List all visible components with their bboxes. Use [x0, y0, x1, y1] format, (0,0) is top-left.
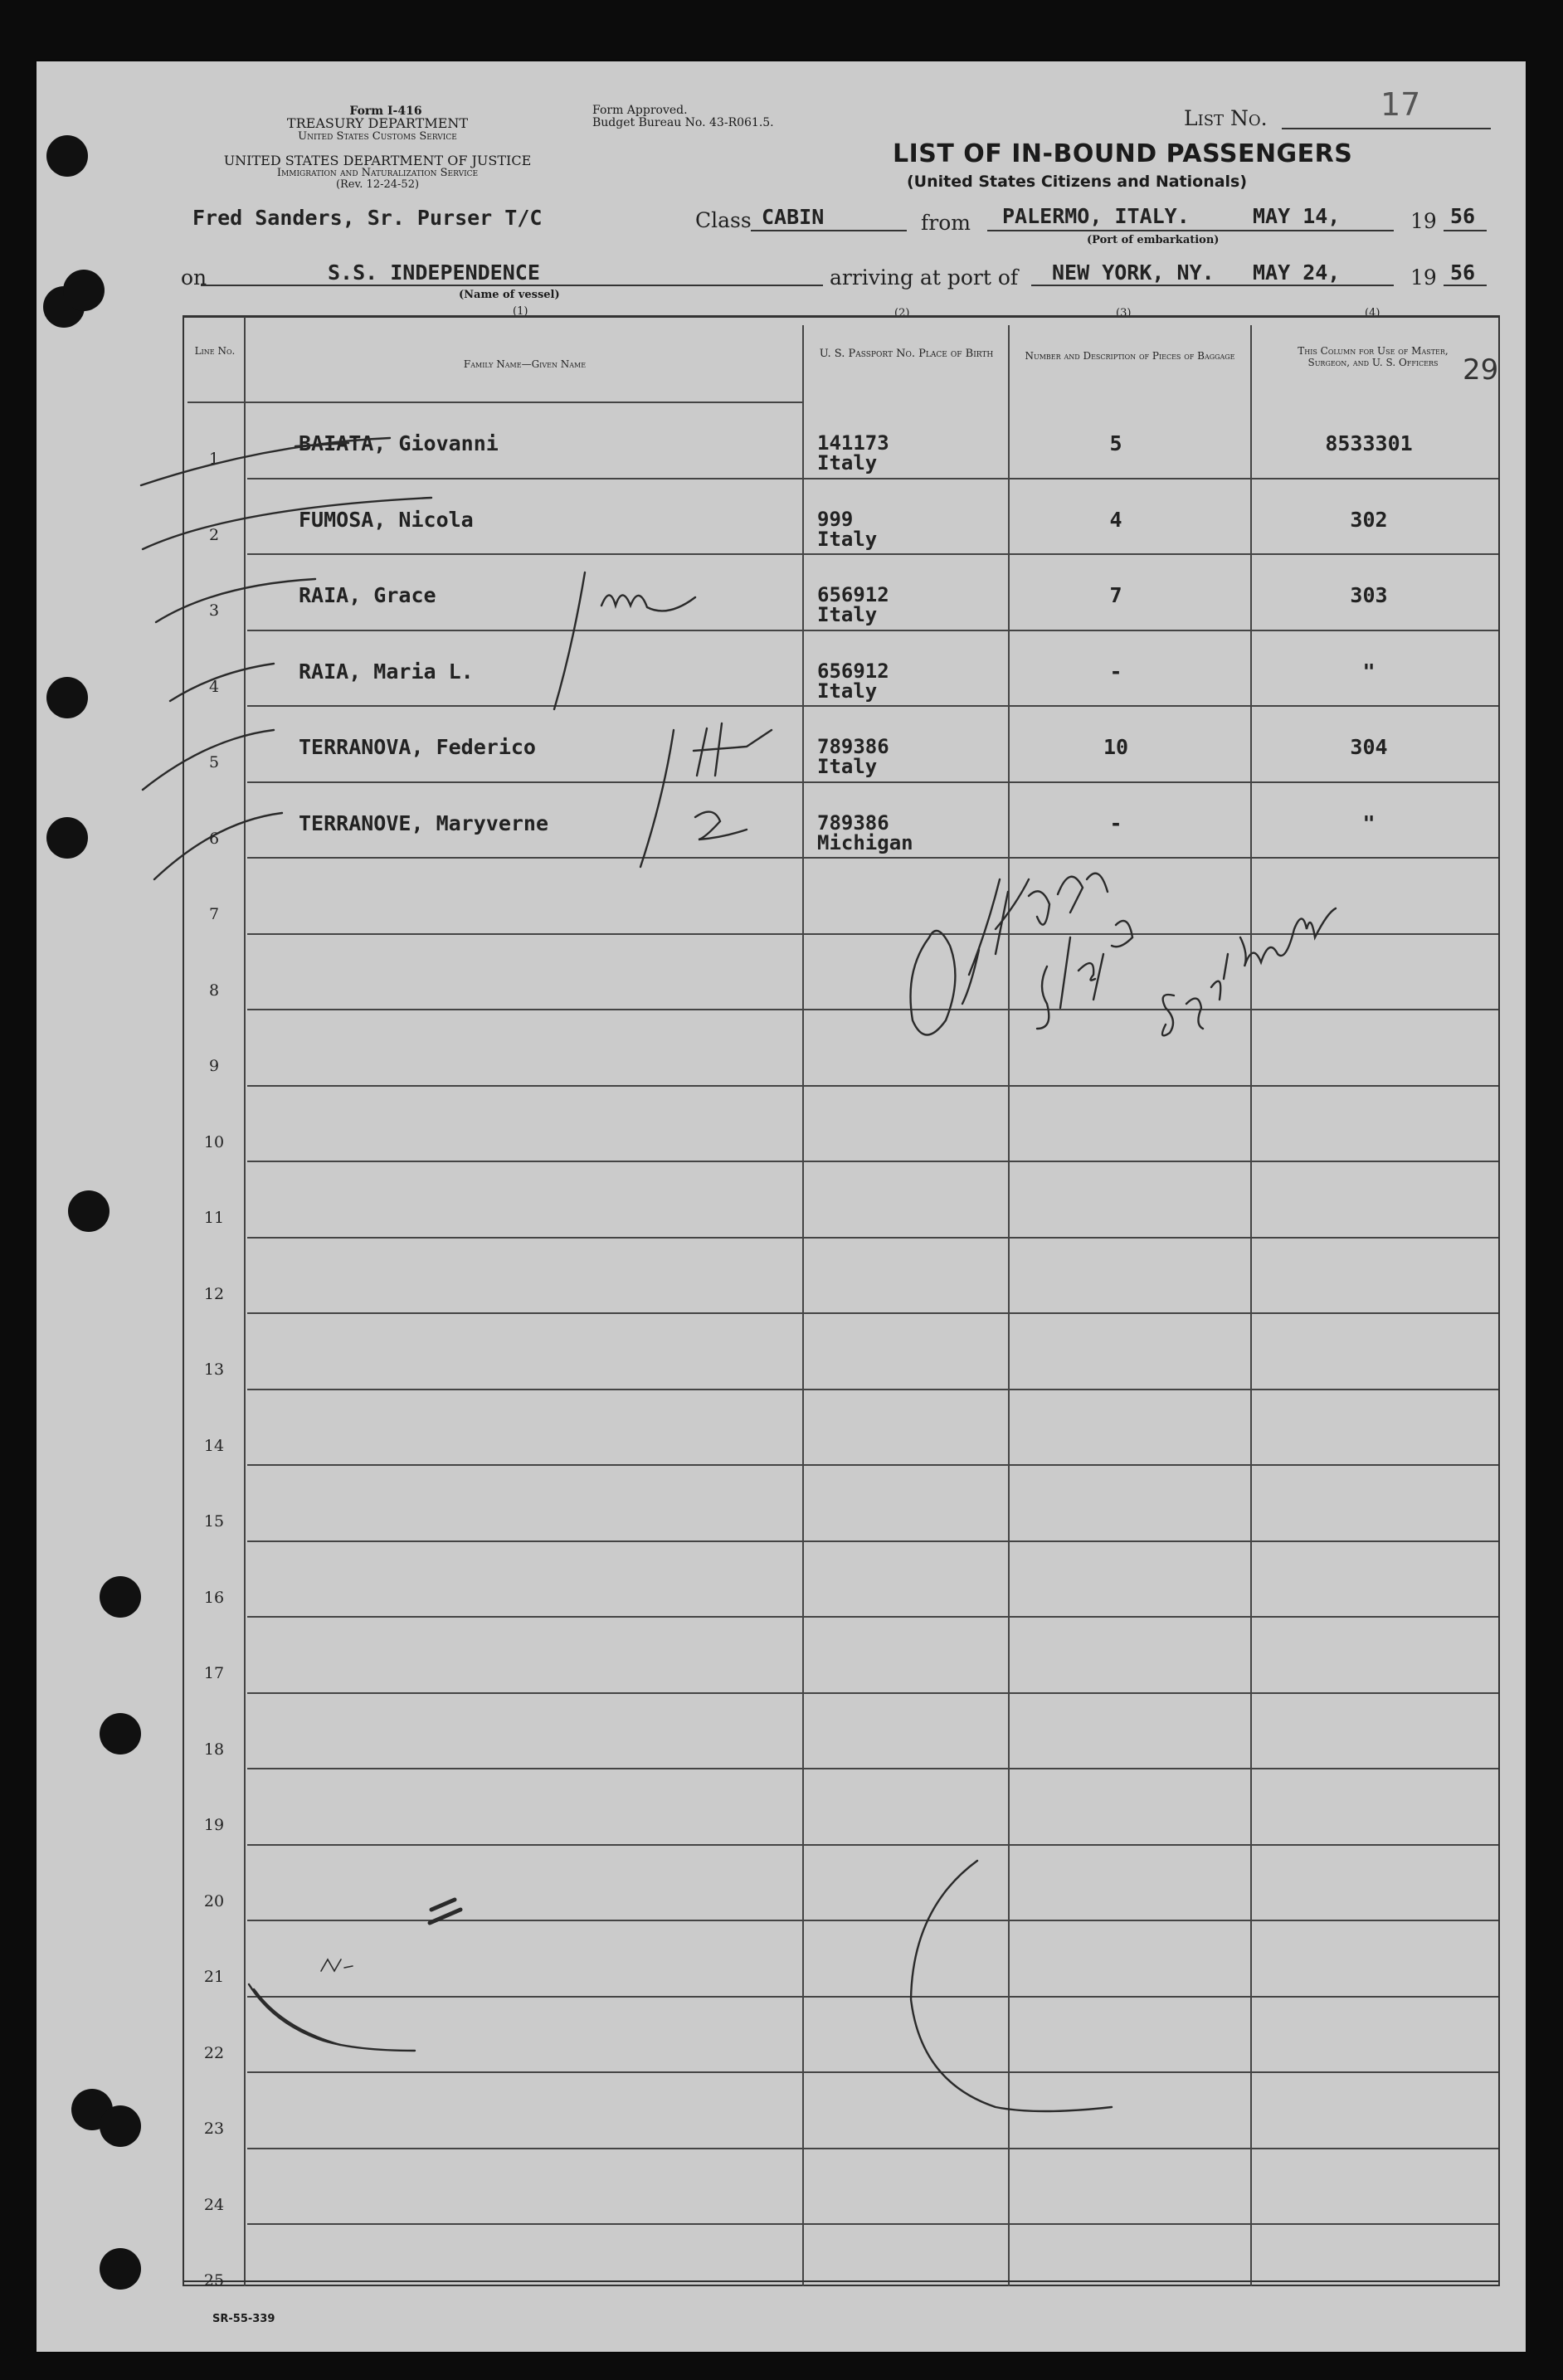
birthplace: Italy	[817, 528, 878, 551]
col-divider	[802, 325, 804, 2286]
col-header-name: Family Name—Given Name	[463, 358, 587, 370]
line-number: 5	[208, 753, 220, 771]
row-rule	[247, 1920, 1498, 1921]
row-rule	[247, 1768, 1498, 1769]
birthplace: Italy	[817, 679, 878, 703]
row-rule	[247, 2223, 1498, 2225]
row-rule	[247, 781, 1498, 783]
officer-number: 304	[1350, 735, 1388, 759]
row-rule	[247, 1616, 1498, 1618]
footer-code: SR-55-339	[212, 2313, 275, 2325]
col-header-line: Line No.	[194, 345, 236, 357]
depart-year: 56	[1450, 204, 1476, 228]
line-number: 12	[203, 1285, 225, 1303]
line-number: 4	[208, 678, 220, 696]
depart-year-prefix: 19	[1410, 209, 1437, 233]
arrival-year-underline	[1444, 285, 1487, 286]
passport-number: 789386	[817, 811, 889, 835]
col-header-passport: U. S. Passport No. Place of Birth	[819, 348, 994, 360]
from-label: from	[921, 211, 971, 235]
line-number: 19	[203, 1816, 225, 1834]
list-no-underline	[1282, 128, 1491, 129]
treasury-dept: TREASURY DEPARTMENT	[286, 115, 469, 131]
passenger-name: RAIA, Maria L.	[299, 659, 474, 684]
row-rule	[247, 1009, 1498, 1010]
passport-number: 789386	[817, 735, 889, 758]
line-number: 16	[203, 1589, 225, 1607]
line-number: 14	[203, 1437, 225, 1455]
punch-hole	[46, 135, 88, 177]
row-rule	[247, 857, 1498, 859]
line-number: 9	[208, 1057, 220, 1075]
passenger-name: TERRANOVA, Federico	[299, 735, 536, 759]
baggage-count: -	[1109, 659, 1122, 684]
birthplace: Italy	[817, 755, 878, 778]
passport-number: 999	[817, 508, 854, 531]
arrival-port: NEW YORK, NY.	[1052, 260, 1215, 285]
officer-number: 302	[1350, 508, 1388, 532]
line-number: 1	[208, 450, 220, 468]
row-rule	[247, 1312, 1498, 1314]
line-number: 3	[208, 601, 220, 620]
class-underline	[751, 230, 907, 231]
row-rule	[247, 1464, 1498, 1466]
birthplace: Michigan	[817, 831, 913, 854]
punch-hole	[68, 1190, 110, 1232]
line-number: 22	[203, 2044, 225, 2062]
line-number: 20	[203, 1892, 225, 1910]
year-underline	[1444, 230, 1487, 231]
punch-hole	[100, 2248, 141, 2290]
line-number: 15	[203, 1512, 225, 1531]
page-tally: 29	[1463, 353, 1499, 387]
arriving-label: arriving at port of	[830, 265, 1019, 290]
budget-bureau: Budget Bureau No. 43-R061.5.	[592, 116, 774, 129]
line-number: 7	[208, 905, 220, 923]
row-rule	[247, 553, 1498, 555]
row-rule	[247, 1237, 1498, 1239]
row-rule	[247, 1692, 1498, 1694]
punch-hole	[63, 270, 105, 311]
page-title: LIST OF IN-BOUND PASSENGERS	[893, 139, 1353, 168]
line-number: 25	[203, 2271, 225, 2290]
baggage-count: -	[1109, 811, 1122, 835]
passenger-name: FUMOSA, Nicola	[299, 508, 474, 532]
punch-hole	[100, 2105, 141, 2147]
line-number: 18	[203, 1740, 225, 1759]
line-number: 17	[203, 1664, 225, 1682]
birthplace: Italy	[817, 603, 878, 626]
passenger-name: TERRANOVE, Maryverne	[299, 811, 549, 835]
row-rule	[247, 1996, 1498, 1998]
arrival-year: 56	[1450, 260, 1476, 285]
list-no-label: List No.	[1184, 106, 1268, 130]
bottom-double-rule	[183, 2280, 1500, 2282]
ins-service: Immigration and Naturalization Service	[276, 167, 479, 179]
revision-date: (Rev. 12-24-52)	[335, 178, 420, 191]
on-label: on	[181, 265, 207, 290]
col-num-2: (2)	[894, 307, 910, 319]
line-number: 23	[203, 2120, 225, 2138]
line-number: 10	[203, 1133, 225, 1151]
justice-dept: UNITED STATES DEPARTMENT OF JUSTICE	[223, 153, 532, 168]
class-label: Class	[695, 208, 752, 232]
col-divider	[1250, 325, 1252, 2286]
row-rule	[247, 2148, 1498, 2149]
col-num-3: (3)	[1116, 307, 1132, 319]
purser-name: Fred Sanders, Sr. Purser T/C	[192, 206, 543, 230]
punch-hole	[100, 1576, 141, 1618]
officer-number: 303	[1350, 583, 1388, 607]
passenger-name: RAIA, Grace	[299, 583, 436, 607]
arrival-date: MAY 24,	[1253, 260, 1341, 285]
col-header-officers: This Column for Use of Master, Surgeon, and U. S. Officers	[1298, 345, 1449, 368]
punch-hole	[46, 677, 88, 718]
row-rule	[247, 933, 1498, 935]
col-num-1: (1)	[513, 305, 528, 318]
row-rule	[247, 1085, 1498, 1087]
col-num-4: (4)	[1365, 307, 1380, 319]
line-number: 11	[203, 1209, 225, 1227]
row-rule	[247, 1540, 1498, 1542]
from-underline	[987, 230, 1394, 231]
line-number: 6	[208, 830, 220, 848]
birthplace: Italy	[817, 451, 878, 475]
baggage-count: 5	[1109, 431, 1122, 455]
page-subtitle: (United States Citizens and Nationals)	[907, 173, 1248, 191]
row-rule	[247, 1389, 1498, 1390]
line-number: 2	[208, 526, 220, 544]
col-divider	[244, 317, 246, 2286]
passport-number: 656912	[817, 659, 889, 683]
list-no-value: 17	[1380, 86, 1421, 123]
baggage-count: 4	[1109, 508, 1122, 532]
form-number: Form I-416	[349, 105, 422, 118]
officer-number: 8533301	[1325, 431, 1413, 455]
col-divider	[1008, 325, 1010, 2286]
customs-service: United States Customs Service	[298, 130, 457, 143]
arrival-year-prefix: 19	[1410, 265, 1437, 290]
passport-number: 656912	[817, 583, 889, 606]
line-number: 24	[203, 2196, 225, 2214]
officer-number: "	[1362, 811, 1376, 835]
arrival-underline	[1031, 285, 1394, 286]
class-value: CABIN	[762, 205, 825, 229]
baggage-count: 7	[1109, 583, 1122, 607]
row-rule	[247, 630, 1498, 631]
vessel-caption: (Name of vessel)	[459, 289, 560, 301]
punch-hole	[100, 1713, 141, 1755]
port-embark-caption: (Port of embarkation)	[1087, 234, 1220, 246]
punch-hole	[46, 817, 88, 859]
baggage-count: 10	[1103, 735, 1129, 759]
line-number: 21	[203, 1968, 225, 1986]
col-header-baggage: Number and Description of Pieces of Baggage	[1025, 350, 1235, 362]
form-approved: Form Approved.	[592, 104, 688, 117]
from-value: PALERMO, ITALY.	[1002, 204, 1190, 228]
vessel-name: S.S. INDEPENDENCE	[328, 260, 540, 285]
line-number: 8	[208, 981, 220, 1000]
header-rule	[187, 402, 803, 403]
row-rule	[247, 2071, 1498, 2073]
row-rule	[247, 705, 1498, 707]
row-rule	[247, 1161, 1498, 1162]
depart-date: MAY 14,	[1253, 204, 1341, 228]
passenger-name: BAIATA, Giovanni	[299, 431, 499, 455]
line-number: 13	[203, 1360, 225, 1379]
passport-number: 141173	[817, 431, 889, 455]
vessel-underline	[201, 285, 823, 286]
row-rule	[247, 478, 1498, 479]
row-rule	[247, 1844, 1498, 1846]
officer-number: "	[1362, 659, 1376, 684]
